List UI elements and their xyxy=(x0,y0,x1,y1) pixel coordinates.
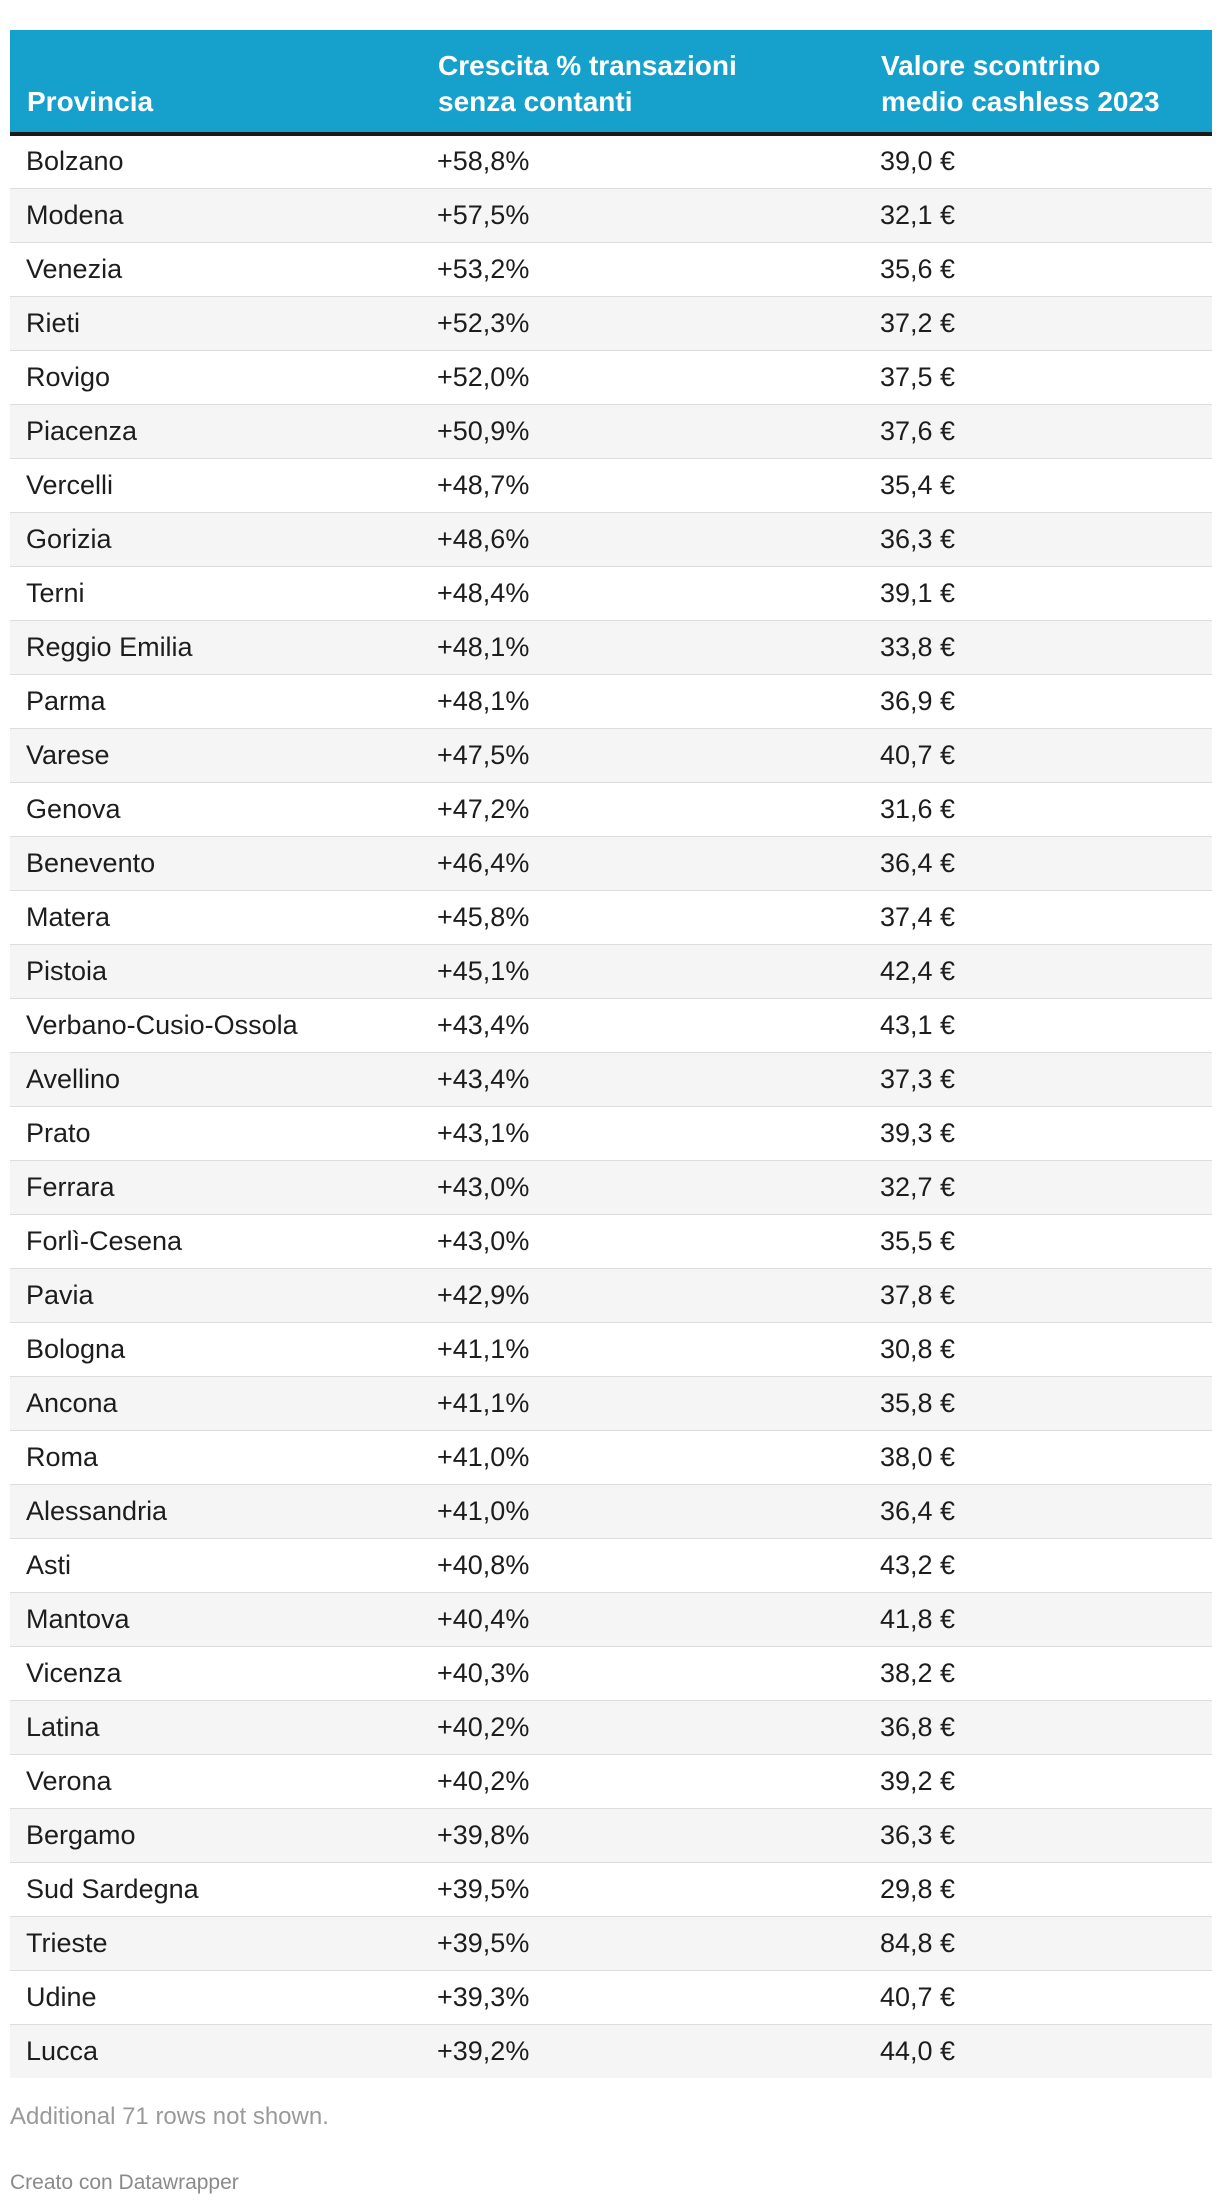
cell-provincia: Avellino xyxy=(10,1052,421,1106)
cell-scontrino: 38,2 € xyxy=(864,1646,1212,1700)
cell-scontrino: 39,2 € xyxy=(864,1754,1212,1808)
table-row xyxy=(10,1538,1212,1592)
table-row xyxy=(10,998,1212,1052)
table-row xyxy=(10,1592,1212,1646)
header-scontrino[interactable] xyxy=(864,30,1212,134)
table-row xyxy=(10,1268,1212,1322)
cell-crescita: +41,0% xyxy=(421,1484,864,1538)
cell-provincia: Verona xyxy=(10,1754,421,1808)
cell-provincia: Matera xyxy=(10,890,421,944)
header-provincia-line-1: Provincia xyxy=(27,86,154,117)
cell-crescita: +40,3% xyxy=(421,1646,864,1700)
cell-scontrino: 31,6 € xyxy=(864,782,1212,836)
cell-scontrino: 39,1 € xyxy=(864,566,1212,620)
cell-crescita: +48,1% xyxy=(421,620,864,674)
cell-crescita: +48,4% xyxy=(421,566,864,620)
cell-crescita: +41,1% xyxy=(421,1376,864,1430)
cell-provincia: Pistoia xyxy=(10,944,421,998)
cell-scontrino: 36,3 € xyxy=(864,1808,1212,1862)
cell-provincia: Bolzano xyxy=(10,134,421,188)
table-row xyxy=(10,134,1212,188)
cell-scontrino: 36,4 € xyxy=(864,1484,1212,1538)
cell-scontrino: 36,3 € xyxy=(864,512,1212,566)
cell-crescita: +46,4% xyxy=(421,836,864,890)
cell-provincia: Roma xyxy=(10,1430,421,1484)
cell-provincia: Venezia xyxy=(10,242,421,296)
cell-provincia: Forlì-Cesena xyxy=(10,1214,421,1268)
cell-crescita: +48,7% xyxy=(421,458,864,512)
cell-scontrino: 30,8 € xyxy=(864,1322,1212,1376)
cell-provincia: Bologna xyxy=(10,1322,421,1376)
table-row xyxy=(10,1484,1212,1538)
cell-crescita: +41,0% xyxy=(421,1430,864,1484)
cell-scontrino: 37,5 € xyxy=(864,350,1212,404)
table-row xyxy=(10,1052,1212,1106)
cell-scontrino: 32,7 € xyxy=(864,1160,1212,1214)
cell-crescita: +41,1% xyxy=(421,1322,864,1376)
table-body xyxy=(10,134,1212,2078)
table-row xyxy=(10,944,1212,998)
cell-crescita: +58,8% xyxy=(421,134,864,188)
cell-provincia: Varese xyxy=(10,728,421,782)
cell-crescita: +50,9% xyxy=(421,404,864,458)
table-row xyxy=(10,1214,1212,1268)
cell-scontrino: 36,8 € xyxy=(864,1700,1212,1754)
cell-provincia: Vicenza xyxy=(10,1646,421,1700)
cell-scontrino: 32,1 € xyxy=(864,188,1212,242)
cell-provincia: Alessandria xyxy=(10,1484,421,1538)
cell-crescita: +43,0% xyxy=(421,1160,864,1214)
table-row xyxy=(10,242,1212,296)
table-row xyxy=(10,512,1212,566)
cell-crescita: +52,0% xyxy=(421,350,864,404)
table-row xyxy=(10,890,1212,944)
cell-crescita: +40,4% xyxy=(421,1592,864,1646)
table-row xyxy=(10,1646,1212,1700)
cell-scontrino: 43,1 € xyxy=(864,998,1212,1052)
cell-provincia: Modena xyxy=(10,188,421,242)
cell-provincia: Vercelli xyxy=(10,458,421,512)
cell-crescita: +45,8% xyxy=(421,890,864,944)
cell-scontrino: 37,2 € xyxy=(864,296,1212,350)
cell-crescita: +39,2% xyxy=(421,2024,864,2078)
table-row xyxy=(10,566,1212,620)
table-row xyxy=(10,1160,1212,1214)
cell-crescita: +43,0% xyxy=(421,1214,864,1268)
table-row xyxy=(10,350,1212,404)
cell-provincia: Pavia xyxy=(10,1268,421,1322)
data-table-container xyxy=(10,30,1212,2078)
cell-crescita: +52,3% xyxy=(421,296,864,350)
table-row xyxy=(10,2024,1212,2078)
cell-scontrino: 35,6 € xyxy=(864,242,1212,296)
cell-crescita: +40,8% xyxy=(421,1538,864,1592)
cell-scontrino: 29,8 € xyxy=(864,1862,1212,1916)
table-row xyxy=(10,1862,1212,1916)
cell-crescita: +40,2% xyxy=(421,1754,864,1808)
table-row xyxy=(10,1700,1212,1754)
table-row xyxy=(10,1754,1212,1808)
cell-provincia: Ancona xyxy=(10,1376,421,1430)
table-row xyxy=(10,1106,1212,1160)
cell-scontrino: 44,0 € xyxy=(864,2024,1212,2078)
table-notes: Additional 71 rows not shown. xyxy=(10,2103,329,2130)
cell-scontrino: 84,8 € xyxy=(864,1916,1212,1970)
cell-crescita: +40,2% xyxy=(421,1700,864,1754)
cell-provincia: Udine xyxy=(10,1970,421,2024)
cell-crescita: +47,2% xyxy=(421,782,864,836)
cell-scontrino: 35,4 € xyxy=(864,458,1212,512)
cell-crescita: +39,5% xyxy=(421,1862,864,1916)
datawrapper-credit[interactable]: Creato con Datawrapper xyxy=(10,2171,239,2194)
table-row xyxy=(10,1322,1212,1376)
cell-scontrino: 39,0 € xyxy=(864,134,1212,188)
cell-crescita: +39,3% xyxy=(421,1970,864,2024)
header-crescita[interactable] xyxy=(421,30,864,134)
header-crescita-line-2: senza contanti xyxy=(438,86,633,117)
cell-crescita: +43,4% xyxy=(421,998,864,1052)
header-provincia[interactable] xyxy=(10,30,421,134)
cell-provincia: Ferrara xyxy=(10,1160,421,1214)
cell-scontrino: 43,2 € xyxy=(864,1538,1212,1592)
cell-scontrino: 36,9 € xyxy=(864,674,1212,728)
cell-provincia: Piacenza xyxy=(10,404,421,458)
cell-provincia: Benevento xyxy=(10,836,421,890)
cell-provincia: Prato xyxy=(10,1106,421,1160)
cell-crescita: +43,1% xyxy=(421,1106,864,1160)
cell-scontrino: 37,4 € xyxy=(864,890,1212,944)
cell-provincia: Rieti xyxy=(10,296,421,350)
table-row xyxy=(10,620,1212,674)
table-row xyxy=(10,1970,1212,2024)
header-row xyxy=(10,30,1212,134)
cell-crescita: +47,5% xyxy=(421,728,864,782)
cell-scontrino: 40,7 € xyxy=(864,1970,1212,2024)
cell-crescita: +42,9% xyxy=(421,1268,864,1322)
cell-crescita: +48,6% xyxy=(421,512,864,566)
cell-scontrino: 33,8 € xyxy=(864,620,1212,674)
cell-scontrino: 41,8 € xyxy=(864,1592,1212,1646)
cell-provincia: Trieste xyxy=(10,1916,421,1970)
cell-provincia: Mantova xyxy=(10,1592,421,1646)
table-row xyxy=(10,1430,1212,1484)
cell-crescita: +45,1% xyxy=(421,944,864,998)
cell-crescita: +39,8% xyxy=(421,1808,864,1862)
cell-provincia: Verbano-Cusio-Ossola xyxy=(10,998,421,1052)
table-row xyxy=(10,674,1212,728)
table-row xyxy=(10,782,1212,836)
cell-provincia: Terni xyxy=(10,566,421,620)
cell-scontrino: 35,8 € xyxy=(864,1376,1212,1430)
cell-scontrino: 37,3 € xyxy=(864,1052,1212,1106)
cell-crescita: +43,4% xyxy=(421,1052,864,1106)
cell-provincia: Genova xyxy=(10,782,421,836)
cell-crescita: +39,5% xyxy=(421,1916,864,1970)
cell-provincia: Latina xyxy=(10,1700,421,1754)
table-row xyxy=(10,1808,1212,1862)
table-row xyxy=(10,404,1212,458)
cell-scontrino: 37,6 € xyxy=(864,404,1212,458)
cell-crescita: +48,1% xyxy=(421,674,864,728)
cell-scontrino: 37,8 € xyxy=(864,1268,1212,1322)
cell-crescita: +57,5% xyxy=(421,188,864,242)
cell-crescita: +53,2% xyxy=(421,242,864,296)
cell-provincia: Parma xyxy=(10,674,421,728)
table-row xyxy=(10,188,1212,242)
table-row xyxy=(10,458,1212,512)
cell-scontrino: 42,4 € xyxy=(864,944,1212,998)
cell-provincia: Gorizia xyxy=(10,512,421,566)
header-scontrino-line-1: Valore scontrino xyxy=(881,50,1101,81)
province-table xyxy=(10,30,1212,2078)
cell-provincia: Sud Sardegna xyxy=(10,1862,421,1916)
cell-scontrino: 35,5 € xyxy=(864,1214,1212,1268)
table-row xyxy=(10,1916,1212,1970)
table-row xyxy=(10,296,1212,350)
cell-provincia: Rovigo xyxy=(10,350,421,404)
table-row xyxy=(10,1376,1212,1430)
cell-provincia: Asti xyxy=(10,1538,421,1592)
cell-scontrino: 40,7 € xyxy=(864,728,1212,782)
cell-scontrino: 38,0 € xyxy=(864,1430,1212,1484)
cell-provincia: Bergamo xyxy=(10,1808,421,1862)
cell-provincia: Reggio Emilia xyxy=(10,620,421,674)
header-scontrino-line-2: medio cashless 2023 xyxy=(881,86,1160,117)
header-crescita-line-1: Crescita % transazioni xyxy=(438,50,737,81)
cell-scontrino: 39,3 € xyxy=(864,1106,1212,1160)
table-row xyxy=(10,728,1212,782)
table-row xyxy=(10,836,1212,890)
cell-scontrino: 36,4 € xyxy=(864,836,1212,890)
table-header xyxy=(10,30,1212,134)
cell-provincia: Lucca xyxy=(10,2024,421,2078)
